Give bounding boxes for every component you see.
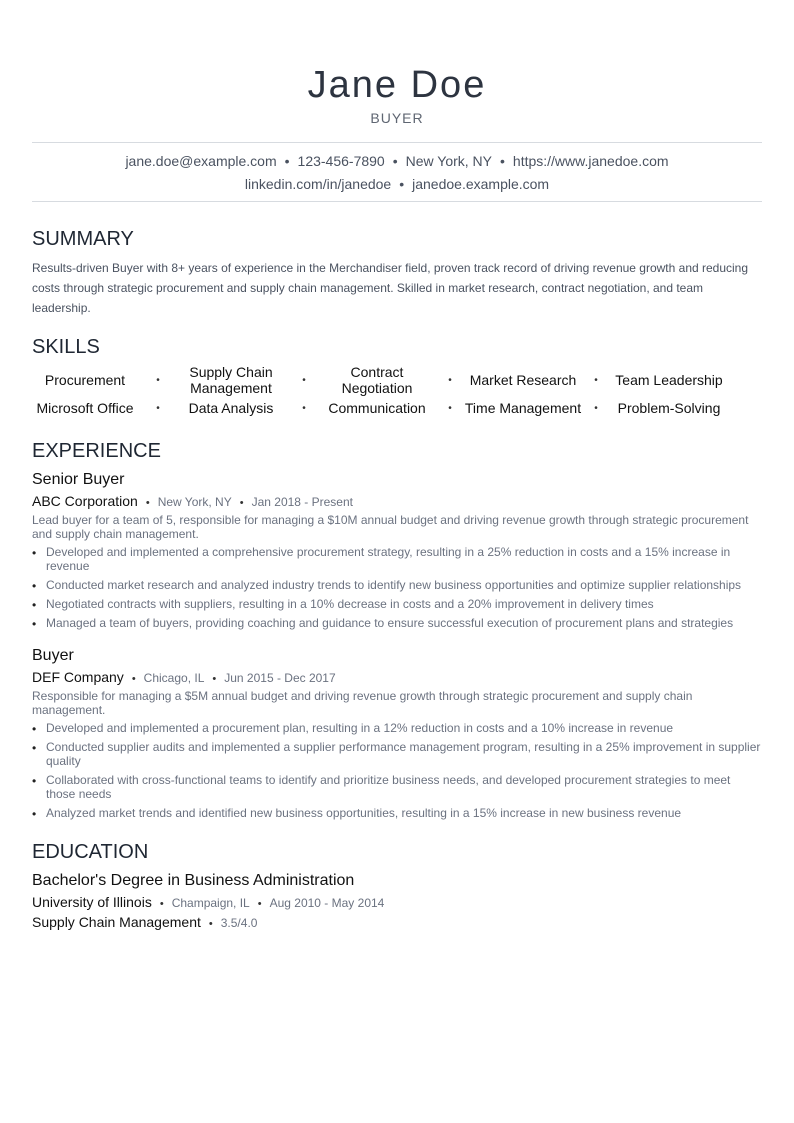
skill-item: Problem-Solving — [617, 400, 721, 416]
location-text: New York, NY — [405, 153, 492, 169]
skill-item: Contract Negotiation — [341, 364, 413, 396]
job-title: Buyer — [32, 647, 74, 664]
skill-item: Team Leadership — [615, 372, 723, 388]
separator-dot: • — [392, 153, 398, 169]
skill-separator: • — [302, 402, 306, 414]
skill-item: Market Research — [469, 372, 577, 388]
separator-dot: • — [159, 898, 164, 910]
degree-title: Bachelor's Degree in Business Administration — [32, 872, 355, 889]
achievement-item: • Analyzed market trends and identified new business opportunities, resulting in a 15% increase in new business revenue — [32, 806, 762, 820]
school-name: University of Illinois — [32, 894, 152, 910]
job-description: Responsible for managing a $5M annual budget and driving revenue growth through strategic procurement and supply chain management. — [32, 689, 693, 717]
separator-dot: • — [284, 153, 290, 169]
contact-line-1 — [0, 152, 794, 170]
separator-dot: • — [257, 898, 262, 910]
company-name: ABC Corporation — [32, 493, 138, 509]
separator-dot: • — [239, 497, 244, 509]
website-link[interactable]: https://www.janedoe.com — [512, 153, 669, 169]
separator-dot: • — [500, 153, 505, 169]
skill-separator: • — [156, 402, 160, 414]
skills-grid — [24, 364, 762, 420]
school-meta — [32, 893, 384, 913]
skill-item: Time Management — [464, 400, 582, 416]
summary-heading: SUMMARY — [32, 228, 134, 250]
achievement-item: • Conducted market research and analyzed industry trends to identify new business opportunities and optimize supplier relationships — [32, 578, 762, 592]
job-achievements — [32, 545, 762, 635]
experience-heading: EXPERIENCE — [32, 440, 161, 462]
job-title: Senior Buyer — [32, 471, 125, 488]
job-dates: Jan 2018 - Present — [251, 495, 353, 509]
job-location: New York, NY — [157, 495, 232, 509]
school-dates: Aug 2010 - May 2014 — [269, 896, 385, 910]
job-achievements — [32, 721, 762, 825]
skill-separator: • — [594, 374, 598, 386]
major-meta — [32, 913, 257, 933]
gpa-value: 3.5/4.0 — [220, 916, 258, 930]
company-name: DEF Company — [32, 669, 124, 685]
summary-text: Results-driven Buyer with 8+ years of experience in the Merchandiser field, proven track record of driving revenue growth and reducing costs through strategic procurement and supply chain management. Skilled in market research, contract negotiation, and team leadership. — [32, 261, 749, 315]
separator-dot: • — [212, 673, 217, 685]
separator-dot: • — [208, 918, 213, 930]
job-location: Chicago, IL — [143, 671, 205, 685]
separator-dot: • — [145, 497, 150, 509]
skill-item: Communication — [328, 400, 426, 416]
achievement-item: • Conducted supplier audits and implemented a supplier performance management program, resulting in a 25% improvement in supplier quality — [32, 740, 762, 768]
separator-dot: • — [399, 176, 405, 192]
achievement-item: • Developed and implemented a comprehensive procurement strategy, resulting in a 25% reduction in costs and a 15% increase in revenue — [32, 545, 762, 573]
skill-item: Data Analysis — [188, 400, 274, 416]
contact-line-2 — [0, 175, 794, 193]
skill-item: Procurement — [44, 372, 126, 388]
separator-dot: • — [131, 673, 136, 685]
skill-item: Microsoft Office — [36, 400, 134, 416]
linkedin-link[interactable]: linkedin.com/in/janedoe — [244, 176, 392, 192]
candidate-role: BUYER — [370, 110, 424, 126]
email-link[interactable]: jane.doe@example.com — [125, 153, 277, 169]
skill-separator: • — [448, 402, 452, 414]
job-meta — [32, 492, 353, 512]
achievement-item: • Negotiated contracts with suppliers, resulting in a 10% decrease in costs and a 20% improvement in delivery times — [32, 597, 762, 611]
skill-item: Supply Chain Management — [189, 364, 273, 396]
achievement-item: • Collaborated with cross-functional teams to identify and prioritize business needs, and developed procurement strategies to meet those needs — [32, 773, 762, 801]
candidate-name: Jane Doe — [307, 64, 487, 106]
portfolio-link[interactable]: janedoe.example.com — [412, 176, 550, 192]
skills-heading: SKILLS — [32, 336, 100, 358]
job-dates: Jun 2015 - Dec 2017 — [224, 671, 336, 685]
job-meta — [32, 668, 336, 688]
skill-separator: • — [594, 402, 598, 414]
education-heading: EDUCATION — [32, 841, 149, 863]
achievement-item: • Developed and implemented a procurement plan, resulting in a 12% reduction in costs and a 10% increase in revenue — [32, 721, 762, 735]
skills-row — [24, 364, 762, 396]
major-name: Supply Chain Management — [32, 914, 201, 930]
skill-separator: • — [448, 374, 452, 386]
achievement-item: • Managed a team of buyers, providing coaching and guidance to ensure successful execution of procurement plans and strategies — [32, 616, 762, 630]
contact-divider — [32, 201, 762, 202]
job-description: Lead buyer for a team of 5, responsible for managing a $10M annual budget and driving revenue growth through strategic procurement and supply chain management. — [32, 513, 749, 541]
phone-text: 123-456-7890 — [297, 153, 385, 169]
skill-separator: • — [302, 374, 306, 386]
skills-row — [24, 396, 762, 420]
header-divider — [32, 142, 762, 143]
skill-separator: • — [156, 374, 160, 386]
school-location: Champaign, IL — [171, 896, 250, 910]
